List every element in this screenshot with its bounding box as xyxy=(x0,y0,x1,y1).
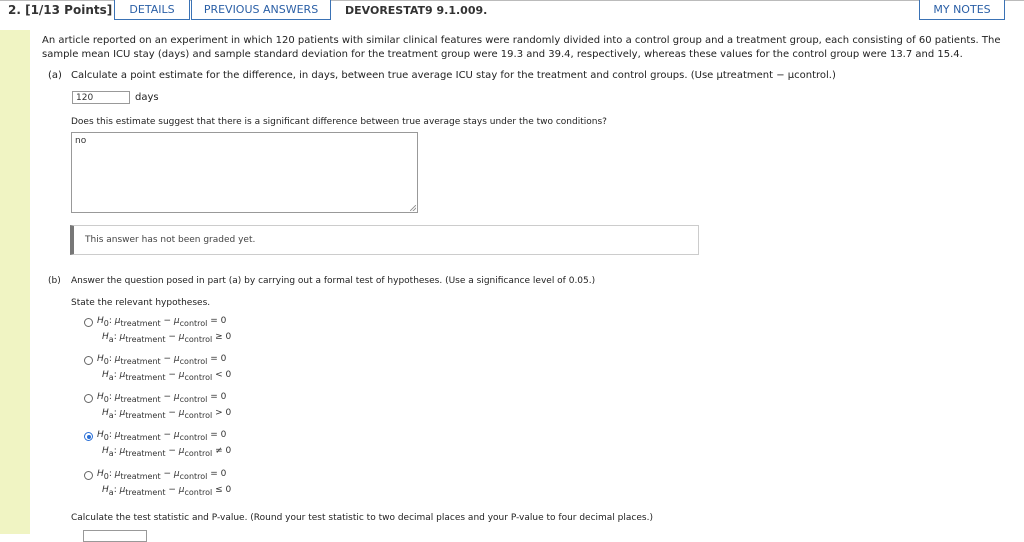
hypothesis-option-1-radio[interactable] xyxy=(84,318,93,327)
textarea-value: no xyxy=(75,136,87,146)
part-a-prompt xyxy=(71,70,836,81)
hypothesis-option-2-ha: $H_a$: $\mu_{treatment} - \mu_{control} < 0$ xyxy=(102,370,232,382)
hypothesis-option-5-h0: $H_0$: $\mu_{treatment} - \mu_{control} = 0$ xyxy=(97,469,227,481)
question-header xyxy=(0,0,1024,21)
question-number: 2. [1/13 Points] xyxy=(8,3,113,17)
hypothesis-option-5-ha: $H_a$: $\mu_{treatment} - \mu_{control} \le 0$ xyxy=(102,485,232,497)
feedback-text: This answer has not been graded yet. xyxy=(85,235,256,245)
hypothesis-option-1-h0: $H_0$: $\mu_{treatment} - \mu_{control} = 0$ xyxy=(97,316,227,328)
hypothesis-option-3-op: > 0 xyxy=(215,408,232,418)
hypothesis-option-3-h0: $H_0$: $\mu_{treatment} - \mu_{control} = 0$ xyxy=(97,392,227,404)
days-unit: days xyxy=(135,92,159,103)
state-hypotheses-label: State the relevant hypotheses. xyxy=(71,298,211,308)
significance-answer-textarea[interactable] xyxy=(71,132,418,213)
hypothesis-option-1-ha: $H_a$: $\mu_{treatment} - \mu_{control} \ge 0$ xyxy=(102,332,232,344)
hypothesis-option-2-op: < 0 xyxy=(215,370,232,380)
point-estimate-input[interactable]: 120 xyxy=(72,91,130,104)
hypothesis-option-4-h0: $H_0$: $\mu_{treatment} - \mu_{control} = 0$ xyxy=(97,430,227,442)
hypothesis-option-1-op: ≥ 0 xyxy=(215,332,232,342)
hypothesis-option-4-radio[interactable] xyxy=(84,432,93,441)
left-accent-bar xyxy=(0,30,30,534)
resize-handle[interactable] xyxy=(410,205,416,211)
grading-feedback xyxy=(70,225,699,255)
my-notes-button[interactable]: MY NOTES xyxy=(919,0,1005,20)
part-b-prompt: Answer the question posed in part (a) by carrying out a formal test of hypotheses. (Use a significance level of 0.05.) xyxy=(71,276,596,286)
part-b-label: (b) xyxy=(48,276,61,286)
test-statistic-input[interactable] xyxy=(83,530,147,542)
hypothesis-option-5-op: ≤ 0 xyxy=(215,485,232,495)
hypothesis-option-4-op: ≠ 0 xyxy=(215,446,232,456)
hypothesis-option-2-h0: $H_0$: $\mu_{treatment} - \mu_{control} = 0$ xyxy=(97,354,227,366)
hypothesis-option-5-radio[interactable] xyxy=(84,471,93,480)
calculate-prompt: Calculate the test statistic and P-value. (Round your test statistic to two decimal places and your P-value to four decimal places.) xyxy=(71,513,653,523)
hypothesis-option-3-radio[interactable] xyxy=(84,394,93,403)
previous-answers-button[interactable]: PREVIOUS ANSWERS xyxy=(191,0,331,20)
question-id: DEVORESTAT9 9.1.009. xyxy=(345,4,488,17)
hypothesis-option-3-ha: $H_a$: $\mu_{treatment} - \mu_{control} > 0$ xyxy=(102,408,232,420)
hypothesis-option-4-ha: $H_a$: $\mu_{treatment} - \mu_{control} \ne 0$ xyxy=(102,446,232,458)
part-a-use-expr: μtreatment − μcontrol.) xyxy=(716,70,836,81)
hypothesis-option-2-radio[interactable] xyxy=(84,356,93,365)
part-a-label: (a) xyxy=(48,70,62,81)
details-button[interactable]: DETAILS xyxy=(114,0,190,20)
part-a-question2: Does this estimate suggest that there is a significant difference between true average stays under the two conditions? xyxy=(71,117,607,127)
problem-intro: An article reported on an experiment in which 120 patients with similar clinical features were randomly divided into a control group and a treatment group, each consisting of 60 patients. The sample mean ICU stay (days) and sample standard deviation for the treatment group were 19.3 and 39.4, respectively, whereas these values for the control group were 13.7 and 15.4. xyxy=(42,35,1001,60)
part-a-prompt-text: Calculate a point estimate for the difference, in days, between true average ICU stay for the treatment and control groups. (Use xyxy=(71,70,714,81)
